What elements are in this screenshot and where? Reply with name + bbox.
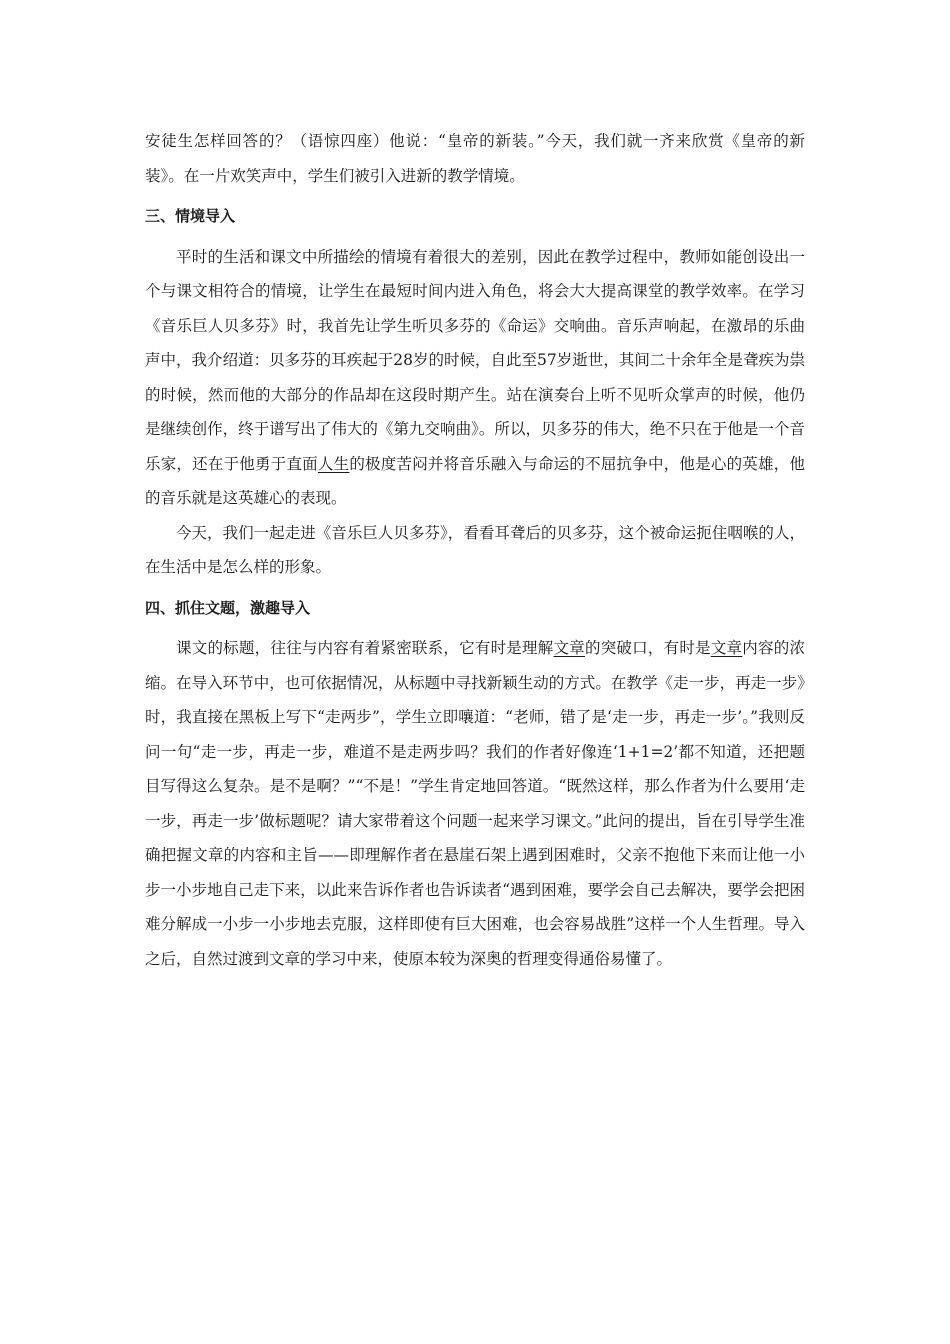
paragraph-text: 的突破口，有时是 [584,639,711,657]
paragraph-intro-ending [145,124,805,193]
paragraph-situation [145,240,805,516]
paragraph-text: 内容的浓缩。在导入环节中，也可依据情况，从标题中寻找新颖生动的方式。在教学《走一步，再走一步》时，我直接在黑板上写下“走两步”，学生立即嚷道：“老师，错了是‘走一步，再走一步’。”我则反问一句“走一步，再走一步，难道不是走两步吗？我们的作者好像连‘1+1=2’都不知道，还把题目写得这么复杂。是不是啊？”“不是！”学生肯定地回答道。“既然这样，那么作者为什么要用‘走一步，再走一步’做标题呢？请大家带着这个问题一起来学习课文。”此问的提出，旨在引导学生准确把握文章的内容和主旨——即理解作者在悬崖石架上遇到困难时，父亲不抱他下来而让他一小步一小步地自己走下来，以此来告诉作者也告诉读者“遇到困难，要学会自己去解决，要学会把困难分解成一小步一小步地去克服，这样即使有巨大困难，也会容易战胜”这样一个人生哲理。导入之后，自然过渡到文章的学习中来，使原本较为深奥的哲理变得通俗易懂了。 [145,639,805,968]
link-wenzhang-2[interactable]: 文章 [710,639,743,657]
paragraph-text: 安徒生怎样回答的？（语惊四座）他说：“皇帝的新装。”今天，我们就一齐来欣赏《皇帝的新装》。在一片欢笑声中，学生们被引入进新的教学情境。 [145,132,805,185]
section-heading-3: 三、情境导入 [145,207,236,225]
link-rensheng[interactable]: 人生 [317,454,350,473]
paragraph-text-tail: 的极度苦闷并将音乐融入与命运的不屈抗争中，他是心的英雄，他的音乐就是这英雄心的表现。 [145,454,805,507]
paragraph-text: 课文的标题，往往与内容有着紧密联系，它有时是理解 [176,639,554,657]
paragraph-text: 平时的生活和课文中所描绘的情境有着很大的差别，因此在教学过程中，教师如能创设出一个与课文相符合的情境，让学生在最短时间内进入角色，将会大大提高课堂的教学效率。在学习《音乐巨人贝多芬》时，我首先让学生听贝多芬的《命运》交响曲。音乐声响起，在激昂的乐曲声中，我介绍道：贝多芬的耳疾起于28岁的时候，自此至57岁逝世，其间二十余年全是聋疾为祟的时候，然而他的大部分的作品却在这段时期产生。站在演奏台上听不见听众掌声的时候，他仍是继续创作，终于谱写出了伟大的《第九交响曲》。所以，贝多芬的伟大，绝不只在于他是一个音乐家，还在于他勇于直面 [145,247,805,473]
paragraph-title-intro [145,631,805,976]
document-page [145,124,805,976]
paragraph-text: 今天，我们一起走进《音乐巨人贝多芬》，看看耳聋后的贝多芬，这个被命运扼住咽喉的人，在生活中是怎么样的形象。 [145,523,805,576]
section-heading-4: 四、抓住文题，激趣导入 [145,598,311,617]
paragraph-beethoven-intro [145,516,805,585]
link-wenzhang-1[interactable]: 文章 [553,639,585,657]
